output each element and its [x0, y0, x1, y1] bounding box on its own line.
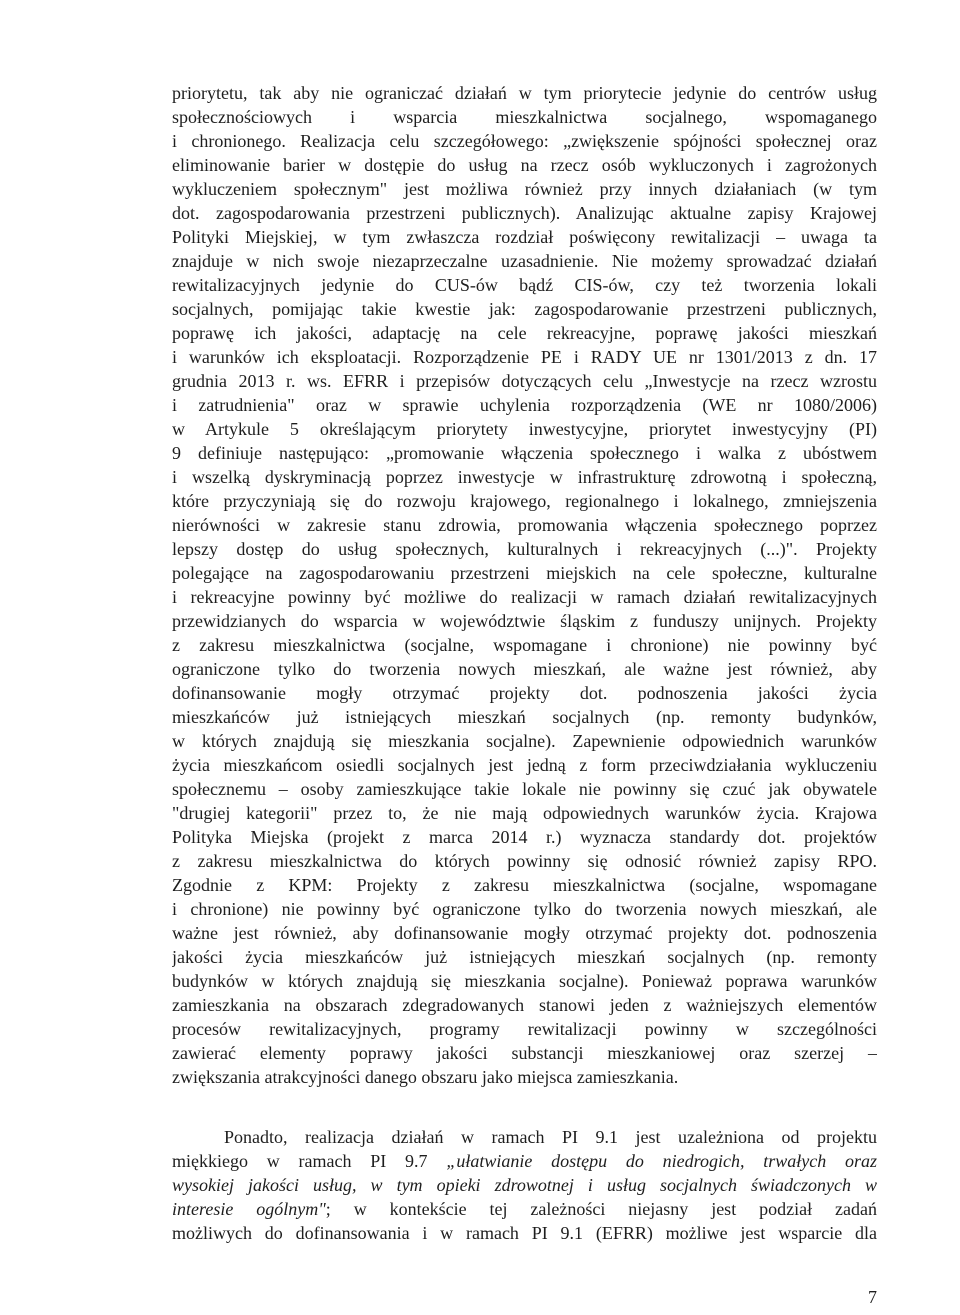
text-line: społecznościowych i wsparcia mieszkalnictwa socjalnego, wspomaganego	[172, 107, 877, 127]
text-line: i chronionego. Realizacja celu szczegółowego: „zwiększenie spójności społecznej oraz	[172, 131, 877, 151]
text-span: miękkiego w ramach PI 9.7	[172, 1151, 447, 1171]
text-line: znajduje w nich swoje niezaprzeczalne uzasadnienie. Nie możemy sprowadzać działań	[172, 251, 877, 271]
italic-quote: wysokiej jakości usług, w tym opieki zdrowotnej i usług socjalnych świadczonych w	[172, 1175, 877, 1195]
text-line: procesów rewitalizacyjnych, programy rewitalizacji powinny w szczególności	[172, 1019, 877, 1039]
text-line: "drugiej kategorii" przez to, że nie mają odpowiednych warunków życia. Krajowa	[172, 803, 877, 823]
text-line: społecznemu – osoby zamieszkujące takie lokale nie powinny się czuć jak obywatele	[172, 779, 877, 799]
text-line: i wszelką dyskryminacją poprzez inwestycje w infrastrukturę zdrowotną i społeczną,	[172, 467, 877, 487]
text-line: polegające na zagospodarowaniu przestrzeni miejskich na cele społeczne, kulturalne	[172, 563, 877, 583]
text-line	[172, 1149, 877, 1173]
text-line: życia mieszkańcom osiedli socjalnych jest jedną z form przeciwdziałania wykluczeniu	[172, 755, 877, 775]
text-line: zwiększania atrakcyjności danego obszaru jako miejsca zamieszkania.	[172, 1067, 679, 1087]
text-line: i warunków ich eksploatacji. Rozporządzenie PE i RADY UE nr 1301/2013 z dn. 17	[172, 347, 877, 367]
text-line: socjalnych, pomijając takie kwestie jak: zagospodarowanie przestrzeni publicznych,	[172, 299, 877, 319]
text-line: mieszkańców już istniejących mieszkań socjalnych (np. remonty budynków,	[172, 707, 877, 727]
text-line: dofinansowanie mogły otrzymać projekty dot. podnoszenia jakości życia	[172, 683, 877, 703]
text-line: i rekreacyjne powinny być możliwe do realizacji w ramach działań rewitalizacyjnych	[172, 587, 877, 607]
text-line: Zgodnie z KPM: Projekty z zakresu mieszkalnictwa (socjalne, wspomagane	[172, 875, 877, 895]
italic-quote: interesie ogólnym"	[172, 1199, 326, 1219]
text-line: lepszy dostęp do usług społecznych, kulturalnych i rekreacyjnych (...)". Projekty	[172, 539, 877, 559]
text-line: Polityki Miejskiej, w tym zwłaszcza rozdział poświęcony rewitalizacji – uwaga ta	[172, 227, 877, 247]
text-line: nierówności w zakresie stanu zdrowia, promowania włączenia społecznego poprzez	[172, 515, 877, 535]
text-line: ograniczone tylko do tworzenia nowych mieszkań, ale ważne jest również, aby	[172, 659, 877, 679]
text-line: które przyczyniają się do rozwoju krajowego, regionalnego i lokalnego, zmniejszenia	[172, 491, 877, 511]
text-line: dot. zagospodarowania przestrzeni publicznych). Analizując aktualne zapisy Krajowej	[172, 203, 877, 223]
text-line: z zakresu mieszkalnictwa (socjalne, wspomagane i chronione) nie powinny być	[172, 635, 877, 655]
text-line: Ponadto, realizacja działań w ramach PI 9.1 jest uzależniona od projektu	[224, 1127, 877, 1147]
text-line: i chronione) nie powinny być ograniczone tylko do tworzenia nowych mieszkań, ale	[172, 899, 877, 919]
text-line	[172, 1173, 877, 1197]
text-line: z zakresu mieszkalnictwa do których powinny się odnosić również zapisy RPO.	[172, 851, 877, 871]
text-line: w Artykule 5 określającym priorytety inwestycyjne, priorytet inwestycyjny (PI)	[172, 419, 877, 439]
text-line: jakości życia mieszkańców już istniejących mieszkań socjalnych (np. remonty	[172, 947, 877, 967]
text-line: budynków w których znajdują się mieszkania socjalne). Ponieważ poprawa warunków	[172, 971, 877, 991]
text-line: poprawę ich jakości, adaptację na cele rekreacyjne, poprawę jakości mieszkań	[172, 323, 877, 343]
page-number: 7	[868, 1287, 877, 1307]
text-line: eliminowanie barier w dostępie do usług na rzecz osób wykluczonych i zagrożonych	[172, 155, 877, 175]
text-span: ; w kontekście tej zależności niejasny jest podział zadań	[325, 1199, 877, 1219]
text-line: zamieszkania na obszarach zdegradowanych stanowi jeden z ważniejszych elementów	[172, 995, 877, 1015]
text-line: przewidzianych do wsparcia w województwie śląskim z funduszy unijnych. Projekty	[172, 611, 877, 631]
text-line: rewitalizacyjnych jedynie do CUS-ów bądź CIS-ów, czy też tworzenia lokali	[172, 275, 877, 295]
text-line: i zatrudnienia" oraz w sprawie uchylenia rozporządzenia (WE nr 1080/2006)	[172, 395, 877, 415]
text-line: Polityka Miejska (projekt z marca 2014 r.) wyznacza standardy dot. projektów	[172, 827, 877, 847]
text-line: wykluczeniem społecznym" jest możliwa również przy innych działaniach (w tym	[172, 179, 877, 199]
text-line	[172, 1197, 877, 1221]
italic-quote: „ułatwianie dostępu do niedrogich, trwałych oraz	[446, 1151, 877, 1171]
text-line: możliwych do dofinansowania i w ramach PI 9.1 (EFRR) możliwe jest wsparcie dla	[172, 1223, 877, 1243]
text-line: grudnia 2013 r. ws. EFRR i przepisów dotyczących celu „Inwestycje na rzecz wzrostu	[172, 371, 877, 391]
text-line: zawierać elementy poprawy jakości substancji mieszkaniowej oraz szerzej –	[172, 1043, 877, 1063]
text-line: 9 definiuje następująco: „promowanie włączenia społecznego i walka z ubóstwem	[172, 443, 877, 463]
text-line: priorytetu, tak aby nie ograniczać działań w tym priorytecie jedynie do centrów usług	[172, 83, 877, 103]
text-line: ważne jest również, aby dofinansowanie mogły otrzymać projekty dot. podnoszenia	[172, 923, 877, 943]
text-line: w których znajdują się mieszkania socjalne). Zapewnienie odpowiednich warunków	[172, 731, 877, 751]
